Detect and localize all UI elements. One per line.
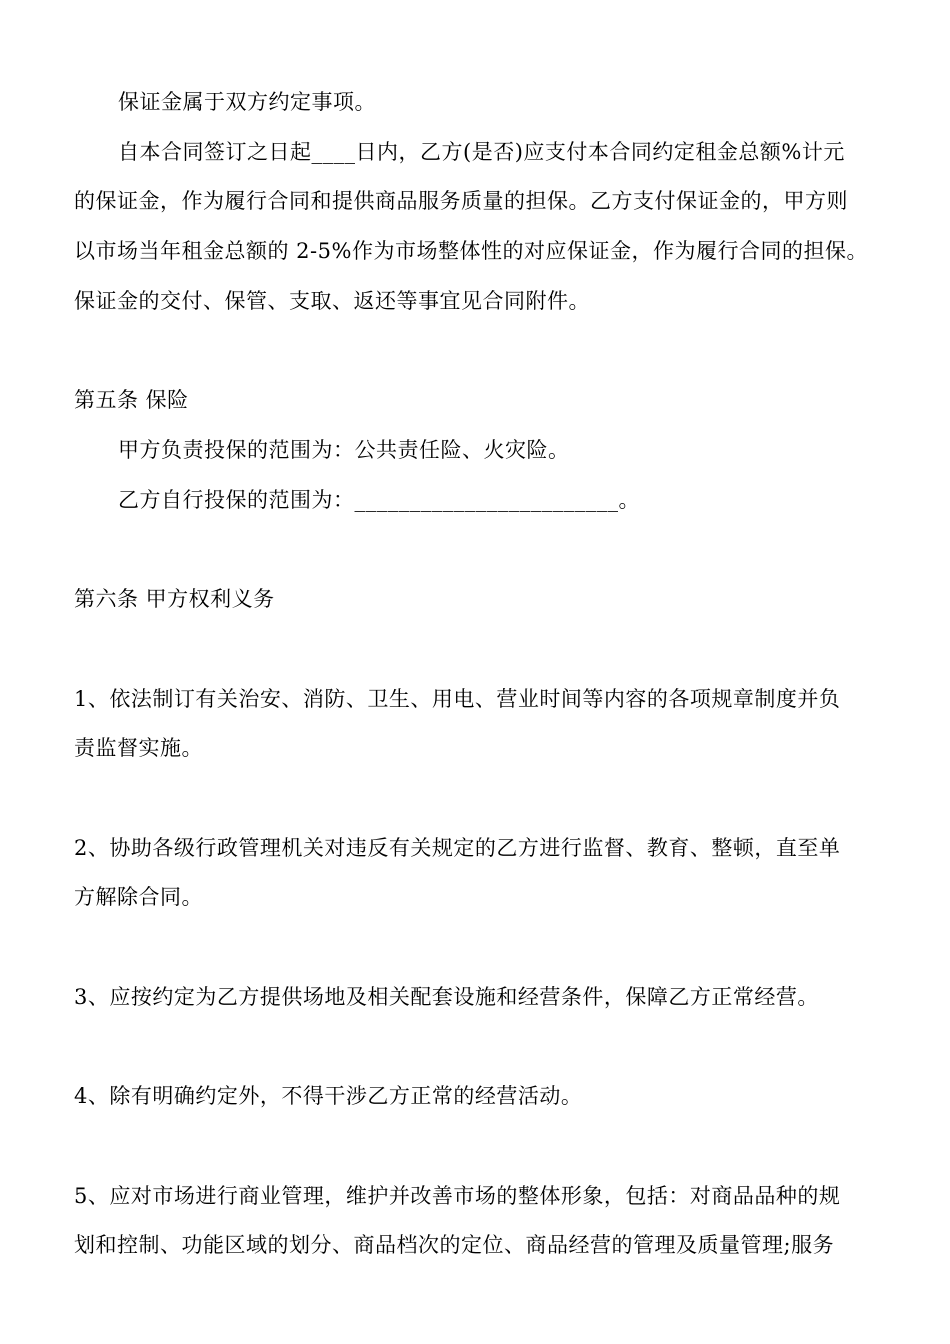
section-heading-insurance: 第五条 保险	[74, 388, 189, 412]
list-item-5-line1: 5、应对市场进行商业管理，维护并改善市场的整体形象，包括：对商品品种的规	[74, 1184, 841, 1208]
paragraph-deposit-intro: 保证金属于双方约定事项。	[118, 90, 376, 114]
paragraph-insurance-party-a: 甲方负责投保的范围为：公共责任险、火灾险。	[118, 438, 570, 462]
list-item-1-line2: 责监督实施。	[74, 736, 203, 760]
list-item-2-line1: 2、协助各级行政管理机关对违反有关规定的乙方进行监督、教育、整顿，直至单	[74, 836, 841, 860]
section-heading-party-a-rights: 第六条 甲方权利义务	[74, 587, 275, 611]
list-item-1-line1: 1、依法制订有关治安、消防、卫生、用电、营业时间等内容的各项规章制度并负	[74, 687, 841, 711]
paragraph-insurance-party-b: 乙方自行投保的范围为：________________________。	[118, 488, 640, 512]
list-item-5-line2: 划和控制、功能区域的划分、商品档次的定位、商品经营的管理及质量管理;服务	[74, 1233, 835, 1257]
list-item-3: 3、应按约定为乙方提供场地及相关配套设施和经营条件，保障乙方正常经营。	[74, 985, 819, 1009]
paragraph-deposit-terms-line1: 自本合同签订之日起____日内，乙方(是否)应支付本合同约定租金总额%计元	[118, 140, 845, 164]
paragraph-deposit-terms-line4: 保证金的交付、保管、支取、返还等事宜见合同附件。	[74, 289, 590, 313]
list-item-4: 4、除有明确约定外，不得干涉乙方正常的经营活动。	[74, 1084, 583, 1108]
paragraph-deposit-terms-line2: 的保证金，作为履行合同和提供商品服务质量的担保。乙方支付保证金的，甲方则	[74, 189, 848, 213]
paragraph-deposit-terms-line3: 以市场当年租金总额的 2-5%作为市场整体性的对应保证金，作为履行合同的担保。	[74, 239, 868, 263]
list-item-2-line2: 方解除合同。	[74, 885, 203, 909]
